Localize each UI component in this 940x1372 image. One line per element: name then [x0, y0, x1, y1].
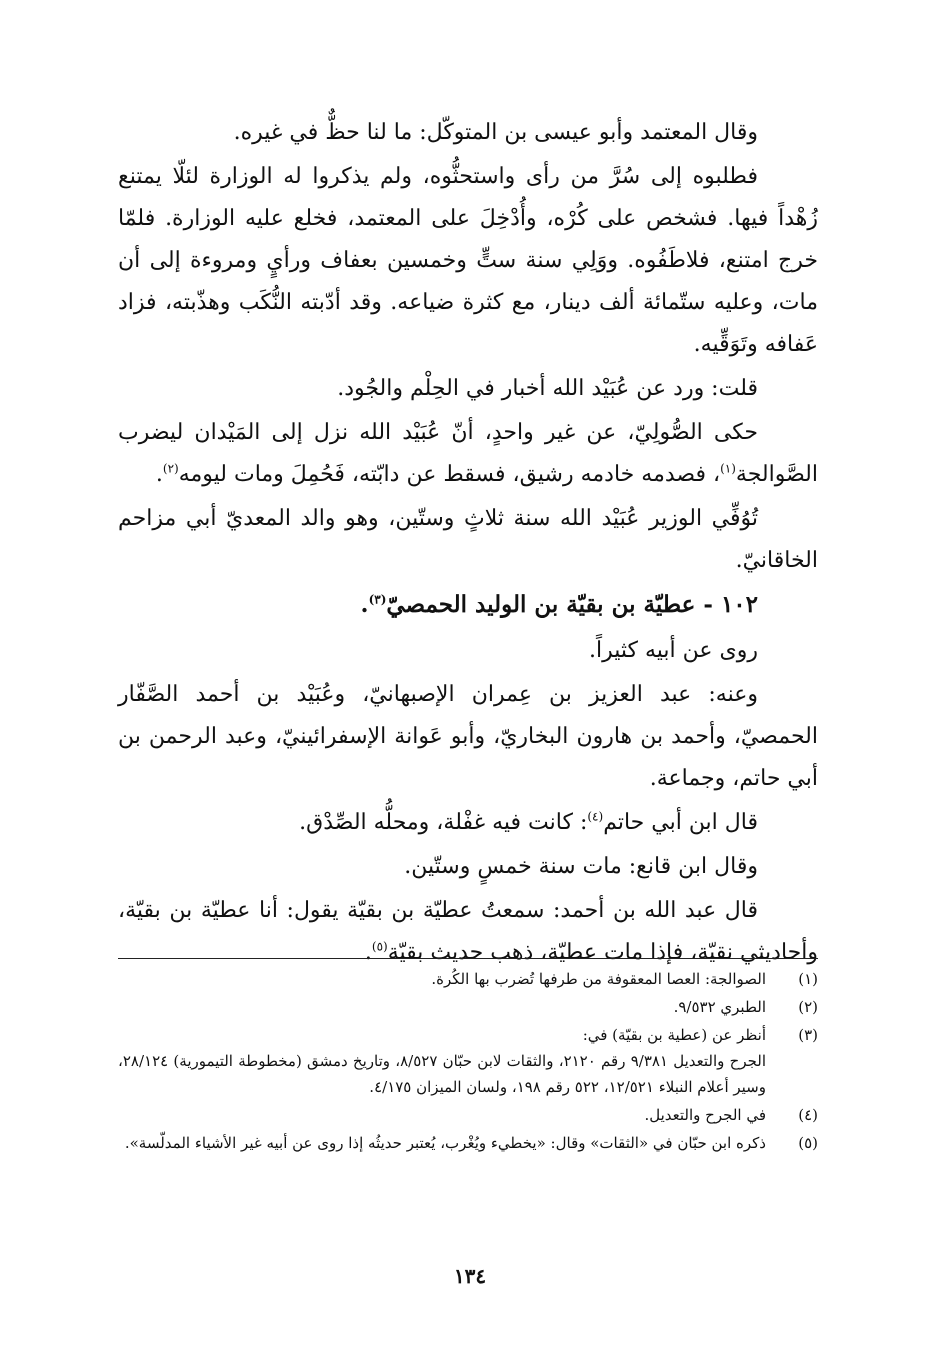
footnote-5	[118, 1130, 818, 1156]
footnotes	[118, 966, 818, 1158]
paragraph-10: قال عبد الله بن أحمد: سمعتُ عطيّة بن بقيّة يقول: أنا عطيّة بن بقيّة، وأحاديثي نقيّة، فإذا مات عطيّة، ذهب حديث بقيّة$^{(٥)}$.	[118, 898, 818, 965]
page-number: ١٣٤	[453, 1264, 487, 1288]
paragraph-3: قلت: ورد عن عُبَيْد الله أخبار في الحِلْم والجُود.	[337, 376, 758, 401]
footnote-4	[118, 1102, 818, 1128]
paragraph-1: وقال المعتمد وأبو عيسى بن المتوكّل: ما لنا حظٌّ في غيره.	[233, 120, 758, 145]
footnote-ref-3[interactable]: (٣)	[368, 592, 387, 607]
footnote-ref-5[interactable]: (٥)	[371, 939, 388, 954]
paragraph-5: تُوُفِّي الوزير عُبَيْد الله سنة ثلاثٍ وستّين، وهو والد المعديّ أبي مزاحم الخاقانيّ.	[118, 506, 818, 573]
paragraph-8: قال ابن أبي حاتم$^{(٤)}$: كانت فيه غفْلة، ومحلُّه الصِّدْق.	[299, 809, 758, 835]
paragraph-9: وقال ابن قانع: مات سنة خمسٍ وستّين.	[404, 854, 758, 879]
footnote-number: (٣)	[798, 1026, 818, 1044]
entry-heading: ١٠٢ - عطيّة بن بقيّة بن الوليد الحمصيّ$^{(٣)}$.	[360, 591, 758, 618]
main-text	[118, 112, 818, 976]
footnote-ref-4[interactable]: (٤)	[587, 809, 604, 824]
footnote-number: (٤)	[798, 1106, 818, 1124]
footnote-ref-1[interactable]: (١)	[720, 461, 736, 476]
footnote-text: في الجرح والتعديل.	[644, 1106, 766, 1124]
footnote-number: (٥)	[798, 1134, 818, 1152]
footnote-ref-2[interactable]: (٢)	[162, 461, 179, 476]
footnote-text: ذكره ابن حبّان في «الثقات» وقال: «يخطيء ويُغْرب، يُعتبر حديثُه إذا روى عن أبيه غير الأشياء المدلّسة».	[124, 1134, 766, 1152]
paragraph-4: حكى الصُّولِيّ، عن غير واحدٍ، أنّ عُبَيْد الله نزل إلى المَيْدان ليضرب الصَّوالجة$^{(١)}$، فصدمه خادمه رشيق، فسقط عن دابّته، فَحُمِلَ ومات ليومه$^{(٢)}$.	[118, 420, 818, 487]
footnote-1	[118, 966, 818, 992]
footnote-number: (٢)	[798, 998, 818, 1016]
footnote-number: (١)	[798, 970, 818, 988]
footnote-text: الطبري ٩/٥٣٢.	[673, 998, 766, 1016]
paragraph-6: روى عن أبيه كثيراً.	[589, 638, 758, 663]
paragraph-2: فطلبوه إلى سُرَّ من رأى واستحثُّوه، ولم يذكروا له الوزارة لئلّا يمتنع زُهْداً فيها. فشخص على كُرْه، وأُدْخِلَ على المعتمد، فخلع عليه الوزارة. فلمّا خرج امتنع، فلاطَفُوه. ووَلِي سنة ستٍّ وخمسين بعفاف ورأيٍ ومروءة إلى أن مات، وعليه ستّمائة ألف دينار، مع كثرة ضياعه. وقد أدّبته النُّكَب وهذّبته، فزاد عَفافه وتَوَقِّيه.	[118, 164, 818, 357]
footnote-text: الصوالجة: العصا المعقوفة من طرفها تُضرب بها الكُرة.	[431, 970, 766, 988]
footnote-2	[118, 994, 818, 1020]
footnote-3	[118, 1022, 818, 1100]
footnote-separator	[118, 958, 818, 959]
paragraph-7: وعنه: عبد العزيز بن عِمران الإصبهانيّ، وعُبَيْد بن أحمد الصَّفّار الحمصيّ، وأحمد بن هارون البخاريّ، وأبو عَوانة الإسفرائينيّ، وعبد الرحمن بن أبي حاتم، وجماعة.	[118, 682, 818, 791]
footnote-text: أنظر عن (عطية بن بقيّة) في: الجرح والتعديل ٩/٣٨١ رقم ٢١٢٠، والثقات لابن حبّان ٨/٥٢٧، وتاريخ دمشق (مخطوطة التيمورية) ٢٨/١٢٤، وسير أعلام النبلاء ١٢/٥٢١، ٥٢٢ رقم ١٩٨، ولسان الميزان ٤/١٧٥.	[118, 1026, 767, 1096]
